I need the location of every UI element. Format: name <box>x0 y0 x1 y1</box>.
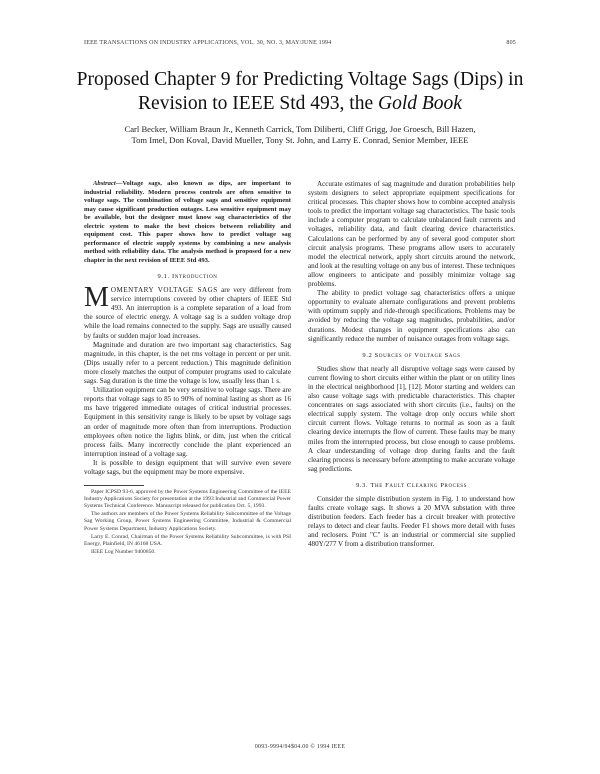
title-italic: Gold Book <box>378 93 462 114</box>
section-heading-fault-clearing: 9.3. The Fault Clearing Process <box>355 481 468 489</box>
abstract <box>84 180 291 265</box>
authors-line-1: Carl Becker, William Braun Jr., Kenneth Carrick, Tom Diliberti, Cliff Grigg, Joe Groesch, Bill Hazen, <box>124 124 476 134</box>
intro-p1-text: are very different from service interruptions covered by other chapters of IEEE Std 493. An interruption is a complete separation of a load from the source of electric energy. A voltage sag is a sudden voltage drop while the load remains connected to the supply. Sags are usually caused by faults or sudden major load increases. <box>84 286 291 340</box>
section-heading-sources: 9.2 Sources of Voltage Sags <box>362 351 461 359</box>
title-main: Proposed Chapter 9 for Predicting Voltage Sags (Dips) in Revision to IEEE Std 493, the <box>76 69 524 114</box>
footnote-divider <box>84 485 144 486</box>
footnote-4: IEEE Log Number 9400850. <box>91 548 156 555</box>
drop-cap: M <box>84 282 109 314</box>
journal-header: IEEE TRANSACTIONS ON INDUSTRY APPLICATIONS, VOL. 30, NO. 3, MAY/JUNE 1994 <box>84 40 332 46</box>
footnote-3: Larry E. Conrad, Chairman of the Power Systems Reliability Subcommittee, is with PSI Energy, Plainfield, IN 46168 USA. <box>84 533 291 547</box>
intro-caps: OMENTARY VOLTAGE SAGS <box>110 286 218 295</box>
right-paragraph-2: The ability to predict voltage sag characteristics offers a unique opportunity to evaluate alternate configurations and prevent problems with optimum supply and ride-through specifications. Problems may be avoided by reducing the voltage sag magnitudes, probabilities, and/or durations. Modest changes in equipment specifications also can significantly reduce the number of nuisance outages from voltage sags. <box>308 289 515 343</box>
intro-paragraph-4: It is possible to design equipment that will survive even severe voltage sags, but the equipment may be more expensive. <box>84 458 291 476</box>
authors-line-2: Tom Imel, Don Koval, David Mueller, Tony St. John, and Larry E. Conrad, Senior Member, IEEE <box>131 135 469 145</box>
right-column <box>308 180 515 550</box>
copyright-line: 0093-9994/94$04.00 © 1994 IEEE <box>254 744 346 750</box>
right-paragraph-3: Studies show that nearly all disruptive voltage sags were caused by current flowing to short circuits either within the plant or on utility lines in the electrical neighborhood [1], [12]. Motor starting and welders can also cause voltage sags with predictable characteristics. This chapter concentrates on sags associated with short circuits (i.e., faults) on the electrical supply system. The voltage drop only occurs while short circuit current flows. Voltage returns to normal as soon as a fault clearing device interrupts the flow of current. These faults may be many miles from the interrupted process, but close enough to cause problems. A clear understanding of voltage drop during faults and the fault clearing process is necessary before attempting to make accurate voltage sag predictions. <box>308 364 515 473</box>
footnote-1: Paper ICPSD 93-6, approved by the Power Systems Engineering Committee of the IEEE Industry Applications Society for presentation at the 1993 Industrial and Commercial Power Systems Technical Conference. Manuscript released for publication Oct. 5, 1993. <box>84 489 291 510</box>
intro-paragraph-1 <box>84 282 291 341</box>
intro-paragraph-2: Magnitude and duration are two important sag characteristics. Sag magnitude, in this chapter, is the net rms voltage in percent or per unit. (Dips usually refer to a percent reduction.) This magnitude definition more closely matches the output of computer programs used to calculate sags. Sag duration is the time the voltage is low, usually less than 1 s. <box>84 340 291 386</box>
left-column <box>84 180 291 557</box>
abstract-lead: Abstract <box>93 180 116 187</box>
paper-title <box>60 68 540 116</box>
section-heading-introduction: 9.1. Introduction <box>157 273 218 280</box>
author-list <box>84 124 516 146</box>
right-paragraph-4: Consider the simple distribution system in Fig. 1 to understand how faults create voltage sags. It shows a 20 MVA substation with three distribution feeders. Each feeder has a circuit breaker with protective relays to detect and clear faults. Feeder F1 shows more detail with fuses and reclosers. Point "C" is an industrial or commercial site supplied 480Y/277 V from a distribution transformer. <box>308 495 515 549</box>
intro-paragraph-3: Utilization equipment can be very sensitive to voltage sags. There are reports that voltage sags to 85 to 90% of nominal lasting as short as 16 ms have triggered immediate outages of critical industrial processes. Equipment in this sensitivity range is likely to be upset by voltage sags an order of magnitude more often than from interruptions. Production employees often notice the lights blink, or dim, just when the critical process fails. Many incorrectly conclude the plant experienced an interruption instead of a voltage sag. <box>84 386 291 458</box>
footnote-2: The authors are members of the Power Systems Reliability Subcommittee of the Voltage Sag Working Group, Power Systems Engineering Committee, Industrial & Commercial Power Systems Department, Industry Applications Society. <box>84 511 291 532</box>
footnotes <box>84 489 291 556</box>
page-number: 805 <box>506 40 516 46</box>
running-header <box>84 40 516 52</box>
abstract-text: —Voltage sags, also known as dips, are important to industrial reliability. Modern process controls are often sensitive to voltage sags. The combination of voltage sags and sensitive equipment may cause significant production outages. Less sensitive equipment may be available, but the designer must know sag characteristics of the electric system to make the best choices between reliability and equipment cost. This paper shows how to predict voltage sag performance of electric supply systems by combining a new analysis method with reliability data. The analysis method is proposed for a new chapter in the next revision of IEEE Std 493. <box>84 180 291 264</box>
right-paragraph-1: Accurate estimates of sag magnitude and duration probabilities help system designers to select appropriate equipment specifications for critical processes. This chapter shows how to combine accepted analysis tools to predict the important voltage sag characteristics. The basic tools include a computer program to calculate unbalanced fault currents and voltages, reliability data, and fault clearing device characteristics. Calculations can be performed by any of several good computer short circuit analysis programs. These programs allow users to accurately model the electrical network, apply short circuits around the network, and look at the resulting voltage on any bus of interest. These techniques allow engineers to anticipate and possibly minimize voltage sag problems. <box>308 180 515 289</box>
